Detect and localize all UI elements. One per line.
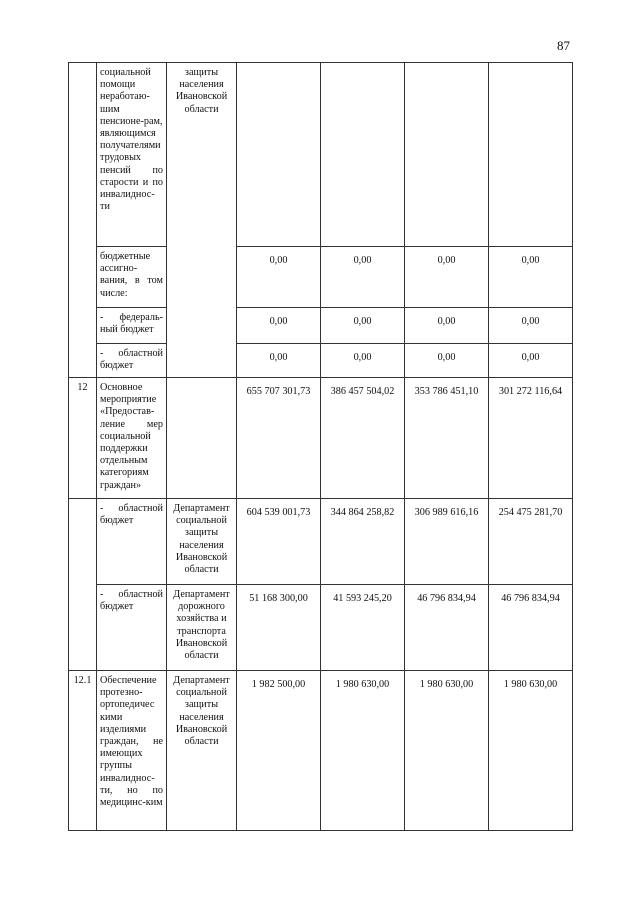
table-row (69, 344, 573, 378)
executor-cell (167, 247, 237, 308)
table-row (69, 585, 573, 671)
measure-name-cell: Основное мероприятие «Предостав-ление мер социальной поддержки отдельным категориям граждан» (97, 378, 167, 499)
value-cell: 301 272 116,64 (489, 378, 573, 499)
measure-name-cell: - областной бюджет (97, 585, 167, 671)
executor-cell: Департамент социальной защиты населения Ивановской области (167, 499, 237, 585)
measure-name-cell: - областной бюджет (97, 499, 167, 585)
value-cell (237, 63, 321, 247)
value-cell: 1 980 630,00 (321, 671, 405, 831)
value-cell (405, 63, 489, 247)
value-cell: 1 980 630,00 (489, 671, 573, 831)
table-row (69, 63, 573, 247)
value-cell (321, 63, 405, 247)
executor-cell (167, 308, 237, 344)
table-row (69, 671, 573, 831)
value-cell: 0,00 (405, 247, 489, 308)
value-cell: 344 864 258,82 (321, 499, 405, 585)
table-row (69, 378, 573, 499)
executor-cell: защиты населения Ивановской области (167, 63, 237, 247)
value-cell: 0,00 (489, 344, 573, 378)
value-cell: 0,00 (237, 308, 321, 344)
value-cell: 655 707 301,73 (237, 378, 321, 499)
executor-cell (167, 378, 237, 499)
value-cell (489, 63, 573, 247)
measure-name-cell: бюджетные ассигно-вания, в том числе: (97, 247, 167, 308)
value-cell: 604 539 001,73 (237, 499, 321, 585)
measure-name-cell: - областной бюджет (97, 344, 167, 378)
row-number-cell (69, 499, 97, 671)
budget-table (68, 62, 573, 831)
value-cell: 1 982 500,00 (237, 671, 321, 831)
measure-name-cell: - федераль-ный бюджет (97, 308, 167, 344)
executor-cell: Департамент дорожного хозяйства и транспорта Ивановской области (167, 585, 237, 671)
value-cell: 0,00 (405, 344, 489, 378)
row-number-cell: 12.1 (69, 671, 97, 831)
value-cell: 0,00 (237, 247, 321, 308)
table-row (69, 308, 573, 344)
value-cell: 46 796 834,94 (405, 585, 489, 671)
value-cell: 1 980 630,00 (405, 671, 489, 831)
value-cell: 0,00 (489, 247, 573, 308)
value-cell: 0,00 (489, 308, 573, 344)
executor-cell: Департамент социальной защиты населения Ивановской области (167, 671, 237, 831)
value-cell: 0,00 (321, 247, 405, 308)
value-cell: 51 168 300,00 (237, 585, 321, 671)
value-cell: 0,00 (405, 308, 489, 344)
page-number: 87 (557, 38, 570, 53)
value-cell: 46 796 834,94 (489, 585, 573, 671)
row-number-cell (69, 63, 97, 378)
value-cell: 386 457 504,02 (321, 378, 405, 499)
value-cell: 0,00 (321, 344, 405, 378)
measure-name-cell: Обеспечение протезно-ортопедичес кими изделиями граждан, не имеющих группы инвалиднос-ти, но по медицинс-ким (97, 671, 167, 831)
table-row (69, 247, 573, 308)
value-cell: 0,00 (237, 344, 321, 378)
executor-cell (167, 344, 237, 378)
row-number-cell: 12 (69, 378, 97, 499)
value-cell: 0,00 (321, 308, 405, 344)
table-row (69, 499, 573, 585)
value-cell: 254 475 281,70 (489, 499, 573, 585)
measure-name-cell: социальной помощи неработаю-шим пенсионе-рам, являющимся получателями трудовых пенсий по старости и по инвалиднос-ти (97, 63, 167, 247)
value-cell: 41 593 245,20 (321, 585, 405, 671)
value-cell: 353 786 451,10 (405, 378, 489, 499)
value-cell: 306 989 616,16 (405, 499, 489, 585)
